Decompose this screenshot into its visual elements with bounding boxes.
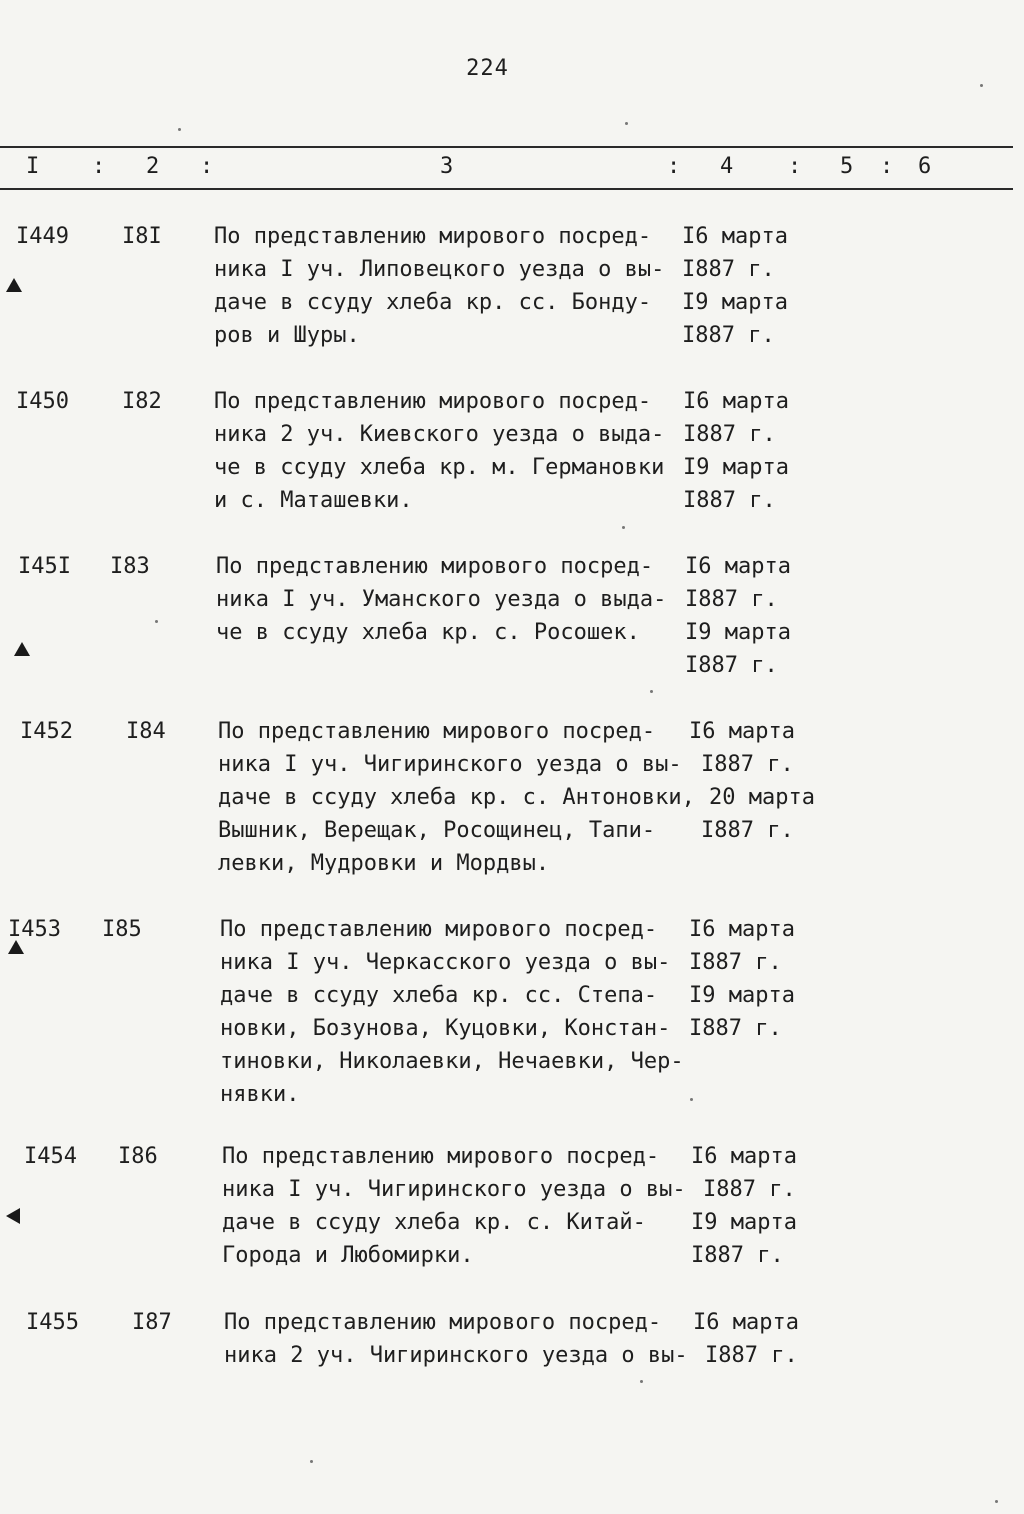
date-line: I6 марта	[682, 224, 788, 249]
header-col-4: 4	[720, 154, 734, 179]
entry-dates	[689, 715, 815, 847]
description-line: даче в ссуду хлеба кр. с. Антоновки,	[218, 785, 695, 810]
header-col-1: I	[26, 154, 40, 179]
header-col-3: 3	[440, 154, 454, 179]
paper-speck	[640, 1380, 643, 1383]
paper-speck	[995, 1500, 998, 1503]
paper-speck	[690, 1098, 693, 1101]
date-line: I6 марта	[685, 554, 791, 579]
paper-speck	[310, 1460, 313, 1463]
item-number: I86	[118, 1144, 158, 1169]
description-line: левки, Мудровки и Мордвы.	[218, 851, 550, 876]
header-separator: :	[200, 154, 214, 179]
entry-description	[222, 1140, 686, 1272]
description-line: По представлению мирового посред-	[224, 1310, 662, 1335]
entry-number: I452	[20, 719, 73, 744]
date-line: I6 марта	[689, 719, 795, 744]
description-line: По представлению мирового посред-	[220, 917, 658, 942]
date-line: I887 г.	[683, 422, 776, 447]
entry-number: I449	[16, 224, 69, 249]
entry-description	[214, 385, 664, 517]
date-line: I9 марта	[685, 620, 791, 645]
paper-speck	[178, 128, 181, 131]
description-line: и с. Маташевки.	[214, 488, 413, 513]
entry-dates	[685, 550, 791, 682]
description-line: По представлению мирового посред-	[222, 1144, 660, 1169]
description-line: ника 2 уч. Киевского уезда о выда-	[214, 422, 665, 447]
date-line: I887 г.	[701, 818, 794, 843]
margin-mark-icon	[6, 1208, 20, 1224]
item-number: I82	[122, 389, 162, 414]
description-line: даче в ссуду хлеба кр. сс. Бонду-	[214, 290, 652, 315]
header-col-5: 5	[840, 154, 854, 179]
paper-speck	[650, 690, 653, 693]
date-line: I887 г.	[685, 587, 778, 612]
item-number: I84	[126, 719, 166, 744]
item-number: I8I	[122, 224, 162, 249]
date-line: I6 марта	[691, 1144, 797, 1169]
entry-dates	[691, 1140, 797, 1272]
item-number: I87	[132, 1310, 172, 1335]
description-line: ров и Шуры.	[214, 323, 360, 348]
date-line: I887 г.	[705, 1343, 798, 1368]
description-line: Вышник, Верещак, Росощинец, Тапи-	[218, 818, 656, 843]
description-line: ника I уч. Чигиринского уезда о вы-	[222, 1177, 686, 1202]
header-separator: :	[92, 154, 106, 179]
header-col-2: 2	[146, 154, 160, 179]
date-line: I9 марта	[682, 290, 788, 315]
description-line: че в ссуду хлеба кр. с. Росошек.	[216, 620, 640, 645]
date-line: I887 г.	[685, 653, 778, 678]
header-separator: :	[667, 154, 681, 179]
date-line: I6 марта	[689, 917, 795, 942]
description-line: По представлению мирового посред-	[218, 719, 656, 744]
description-line: даче в ссуду хлеба кр. сс. Степа-	[220, 983, 658, 1008]
entry-dates	[693, 1306, 799, 1372]
description-line: новки, Бозунова, Куцовки, Констан-	[220, 1016, 671, 1041]
paper-speck	[980, 84, 983, 87]
date-line: I887 г.	[683, 488, 776, 513]
entry-number: I453	[8, 917, 61, 942]
description-line: ника I уч. Уманского уезда о выда-	[216, 587, 667, 612]
paper-speck	[622, 526, 625, 529]
paper-speck	[625, 122, 628, 125]
description-line: нявки.	[220, 1082, 300, 1107]
description-line: даче в ссуду хлеба кр. с. Китай-	[222, 1210, 646, 1235]
page-number: 224	[466, 56, 509, 81]
description-line: че в ссуду хлеба кр. м. Германовки	[214, 455, 665, 480]
description-line: Города и Любомирки.	[222, 1243, 474, 1268]
date-line: I9 марта	[689, 983, 795, 1008]
date-line: I6 марта	[693, 1310, 799, 1335]
entry-description	[218, 715, 695, 880]
date-line: I6 марта	[683, 389, 789, 414]
entry-description	[214, 220, 664, 352]
item-number: I83	[110, 554, 150, 579]
description-line: По представлению мирового посред-	[214, 389, 652, 414]
date-line: 20 марта	[709, 785, 815, 810]
entry-number: I455	[26, 1310, 79, 1335]
date-line: I887 г.	[691, 1243, 784, 1268]
paper-speck	[155, 620, 158, 623]
description-line: ника 2 уч. Чигиринского уезда о вы-	[224, 1343, 688, 1368]
margin-mark-icon	[14, 642, 30, 656]
entry-description	[216, 550, 666, 649]
header-col-6: 6	[918, 154, 932, 179]
entry-number: I45I	[18, 554, 71, 579]
header-separator: :	[880, 154, 894, 179]
entry-dates	[689, 913, 795, 1045]
date-line: I9 марта	[683, 455, 789, 480]
description-line: ника I уч. Липовецкого уезда о вы-	[214, 257, 665, 282]
description-line: тиновки, Николаевки, Нечаевки, Чер-	[220, 1049, 684, 1074]
description-line: ника I уч. Чигиринского уезда о вы-	[218, 752, 682, 777]
description-line: По представлению мирового посред-	[214, 224, 652, 249]
description-line: ника I уч. Черкасского уезда о вы-	[220, 950, 671, 975]
entry-dates	[683, 385, 789, 517]
entry-number: I454	[24, 1144, 77, 1169]
description-line: По представлению мирового посред-	[216, 554, 654, 579]
entry-description	[224, 1306, 688, 1372]
date-line: I887 г.	[689, 950, 782, 975]
header-separator: :	[788, 154, 802, 179]
date-line: I887 г.	[703, 1177, 796, 1202]
entry-dates	[682, 220, 788, 352]
date-line: I887 г.	[682, 323, 775, 348]
header-bottom-rule	[0, 188, 1013, 190]
entry-description	[220, 913, 684, 1111]
entry-number: I450	[16, 389, 69, 414]
margin-mark-icon	[6, 278, 22, 292]
item-number: I85	[102, 917, 142, 942]
date-line: I9 марта	[691, 1210, 797, 1235]
date-line: I887 г.	[701, 752, 794, 777]
date-line: I887 г.	[689, 1016, 782, 1041]
margin-mark-icon	[8, 940, 24, 954]
date-line: I887 г.	[682, 257, 775, 282]
header-top-rule	[0, 146, 1013, 148]
